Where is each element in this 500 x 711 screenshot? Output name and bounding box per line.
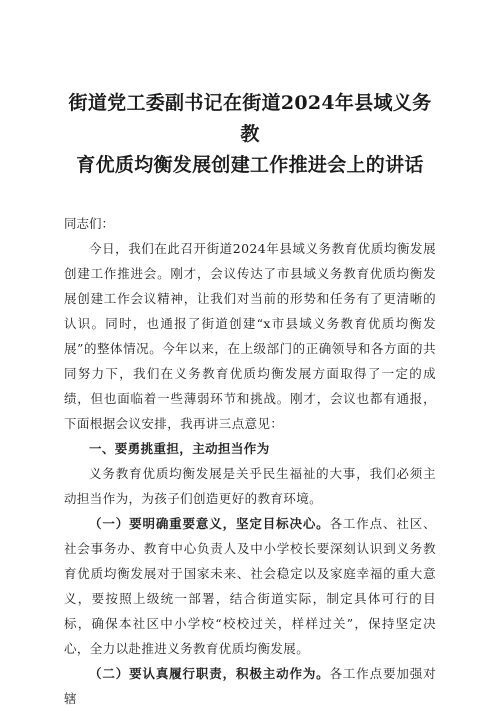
section-1-heading: 一、要勇挑重担，主动担当作为: [89, 441, 270, 456]
subsection-2-paragraph: [64, 661, 436, 711]
intro-paragraph: 今日，我们在此召开街道2024年县域义务教育优质均衡发展创建工作推进会。刚才，会议传达了市县域义务教育优质均衡发展创建工作会议精神，让我们对当前的形势和任务有了更清晰的认识。同时，也通报了街道创建“x市县域义务教育优质均衡发展”的整体情况。今年以来，在上级部门的正确领导和各方面的共同努力下，我们在义务教育优质均衡发展方面取得了一定的成绩，但也面临着一些薄弱环节和挑战。刚才，会议也都有通报，下面根据会议安排，我再讲三点意见：: [64, 241, 436, 431]
title-line-2: 育优质均衡发展创建工作推进会上的讲话: [76, 154, 424, 176]
subsection-1-lead: （一）要明确重要意义，坚定目标决心。: [89, 516, 330, 531]
subsection-2-body: 各工作点要加强对辖: [64, 666, 437, 706]
salutation: 同志们：: [64, 216, 115, 231]
document-title: [64, 88, 436, 181]
section-1-paragraph: 义务教育优质均衡发展是关乎民生福祉的大事，我们必须主动担当作为，为孩子们创造更好的教育环境。: [64, 466, 436, 506]
title-line-1: 街道党工委副书记在街道2024年县域义务教: [68, 92, 432, 145]
subsection-1-paragraph: [64, 511, 436, 661]
subsection-2-lead: （二）要认真履行职责，积极主动作为。: [89, 666, 330, 681]
subsection-1-body: 各工作点、社区、社会事务办、教育中心负责人及中小学校长要深刻认识到义务教育优质均衡发展对于国家未来、社会稳定以及家庭幸福的重大意义，要按照上级统一部署，结合街道实际，制定具体可行的目标，确保本社区中小学校“校校过关，样样过关”，保持坚定决心，全力以赴推进义务教育优质均衡发展。: [64, 516, 437, 656]
